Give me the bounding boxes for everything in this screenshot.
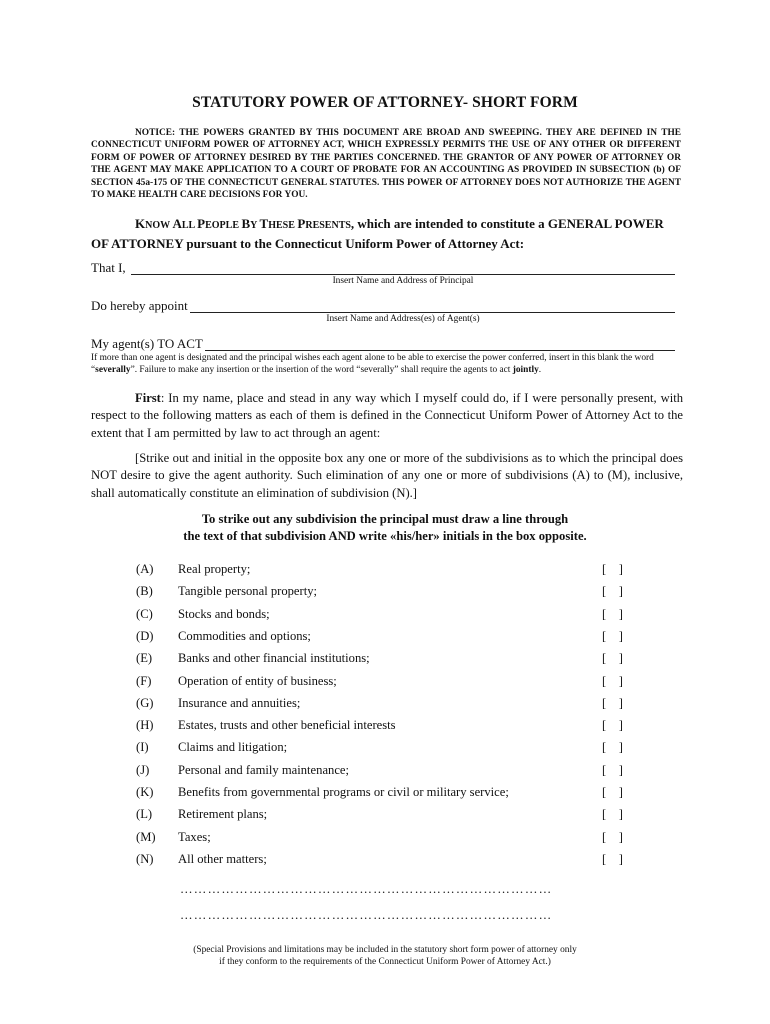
subdivision-text: Stocks and bonds; bbox=[178, 606, 270, 621]
subdivision-row bbox=[0, 852, 770, 870]
subdivision-text: Insurance and annuities; bbox=[178, 695, 301, 710]
subdivision-row bbox=[0, 718, 770, 736]
subdivision-letter: (H) bbox=[136, 718, 154, 733]
strike-instruction-text: [Strike out and initial in the opposite box any one or more of the subdivisions as to which the principal does NOT desire to give the agent authority. Such elimination of any one or more of subdivisions (A) to (M), inclusive, shall automatically constitute an elimination of subdivision (N).] bbox=[91, 451, 683, 500]
first-paragraph bbox=[91, 390, 683, 442]
strike-heading bbox=[0, 511, 770, 546]
subdivision-text: Banks and other financial institutions; bbox=[178, 651, 370, 666]
subdivision-row bbox=[0, 562, 770, 580]
special-provisions-line2: if they conform to the requirements of the Connecticut Uniform Power of Attorney Act.) bbox=[219, 957, 551, 968]
initials-box[interactable]: [ ] bbox=[602, 807, 623, 822]
subdivision-text: Tangible personal property; bbox=[178, 584, 318, 599]
principal-caption: Insert Name and Address of Principal bbox=[332, 276, 474, 286]
notice-text: NOTICE: THE POWERS GRANTED BY THIS DOCUMENT ARE BROAD AND SWEEPING. THEY ARE DEFINED IN THE CONNECTICUT UNIFORM POWER OF ATTORNEY ACT, WHICH EXPRESSLY PERMITS THE USE OF ANY OTHER OR DIFFERENT FORM OF POWER OF ATTORNEY DESIRED BY THE PARTIES CONCERNED. THE GRANTOR OF ANY POWER OF ATTORNEY OR THE AGENT MAY MAKE APPLICATION TO A COURT OF PROBATE FOR AN ACCOUNTING AS PROVIDED IN SUBSECTION (b) OF SECTION 45a-175 OF THE CONNECTICUT GENERAL STATUTES. THIS POWER OF ATTORNEY DOES NOT AUTHORIZE THE AGENT TO MAKE HEALTH CARE DECISIONS FOR YOU. bbox=[91, 128, 681, 201]
principal-blank[interactable] bbox=[131, 274, 675, 275]
initials-box[interactable]: [ ] bbox=[602, 651, 623, 666]
subdivision-letter: (M) bbox=[136, 829, 156, 844]
subdivision-row bbox=[0, 740, 770, 758]
subdivision-text: Commodities and options; bbox=[178, 628, 311, 643]
special-provisions-note bbox=[0, 944, 770, 969]
strike-instruction-paragraph bbox=[91, 450, 683, 502]
agent-blank[interactable] bbox=[190, 312, 675, 313]
appoint-label: Do hereby appoint bbox=[91, 298, 188, 313]
initials-box[interactable]: [ ] bbox=[602, 762, 623, 777]
subdivision-letter: (C) bbox=[136, 606, 153, 621]
subdivision-letter: (F) bbox=[136, 673, 152, 688]
subdivision-text: Operation of entity of business; bbox=[178, 673, 337, 688]
initials-box[interactable]: [ ] bbox=[602, 628, 623, 643]
initials-box[interactable]: [ ] bbox=[602, 606, 623, 621]
subdivision-text: All other matters; bbox=[178, 851, 267, 866]
subdivision-letter: (B) bbox=[136, 584, 153, 599]
know-t: T bbox=[259, 216, 269, 231]
multiple-agents-note bbox=[91, 352, 683, 377]
subdivision-letter: (L) bbox=[136, 807, 153, 822]
subdivision-row bbox=[0, 629, 770, 647]
agents-act-label: My agent(s) TO ACT bbox=[91, 336, 203, 351]
subdivision-letter: (I) bbox=[136, 740, 149, 755]
subdivision-text: Real property; bbox=[178, 562, 251, 576]
subdivision-row bbox=[0, 651, 770, 669]
agents-act-blank[interactable] bbox=[205, 350, 675, 351]
strike-heading-line2: the text of that subdivision AND write «his/her» initials in the box opposite. bbox=[183, 529, 587, 544]
initials-box[interactable]: [ ] bbox=[602, 829, 623, 844]
know-hese: HESE bbox=[268, 220, 298, 231]
first-label: First bbox=[135, 391, 161, 405]
subdivision-letter: (E) bbox=[136, 651, 153, 666]
agent-caption: Insert Name and Address(es) of Agent(s) bbox=[326, 314, 480, 324]
initials-box[interactable]: [ ] bbox=[602, 740, 623, 755]
subdivision-letter: (D) bbox=[136, 628, 154, 643]
know-y: Y bbox=[250, 220, 260, 231]
special-provision-line-2[interactable]: ……………………………………………………………………… bbox=[180, 908, 553, 922]
subdivision-letter: (J) bbox=[136, 762, 150, 777]
subdivision-letter: (A) bbox=[136, 562, 154, 576]
subdivision-letter: (K) bbox=[136, 785, 154, 799]
subdivision-row bbox=[0, 763, 770, 781]
know-all-paragraph bbox=[91, 215, 681, 253]
strike-heading-line1: To strike out any subdivision the principal must draw a line through bbox=[201, 512, 569, 526]
subdivision-row bbox=[0, 807, 770, 825]
note-part3: . bbox=[538, 365, 542, 376]
initials-box[interactable]: [ ] bbox=[602, 785, 623, 799]
note-jointly: jointly bbox=[512, 365, 539, 376]
subdivision-text: Personal and family maintenance; bbox=[178, 762, 350, 777]
subdivision-row bbox=[0, 696, 770, 714]
notice-paragraph bbox=[91, 127, 681, 201]
subdivision-row bbox=[0, 830, 770, 848]
subdivision-row bbox=[0, 785, 770, 803]
know-b: B bbox=[241, 216, 251, 231]
special-provisions-line1: (Special Provisions and limitations may be included in the statutory short form power of attorney only bbox=[193, 945, 577, 955]
initials-box[interactable]: [ ] bbox=[602, 718, 623, 733]
subdivision-letter: (G) bbox=[136, 695, 154, 710]
special-provision-line-1[interactable]: ……………………………………………………………………… bbox=[180, 882, 553, 896]
subdivision-letter: (N) bbox=[136, 851, 154, 866]
initials-box[interactable]: [ ] bbox=[602, 562, 623, 576]
note-part1: If more than one agent is designated and the principal wishes each agent alone to be able to exercise the power conferred, insert in this blank the word “ bbox=[91, 353, 654, 376]
know-resents: RESENTS bbox=[305, 220, 351, 231]
subdivision-text: Taxes; bbox=[178, 829, 211, 844]
principal-label: That I, bbox=[91, 260, 126, 275]
know-k: K bbox=[135, 216, 146, 231]
page-title: STATUTORY POWER OF ATTORNEY- SHORT FORM bbox=[192, 94, 578, 111]
initials-box[interactable]: [ ] bbox=[602, 584, 623, 599]
note-part2: ”. Failure to make any insertion or the insertion of the word “severally” shall require the agents to act bbox=[130, 365, 513, 376]
know-eople: EOPLE bbox=[205, 220, 242, 231]
subdivision-text: Estates, trusts and other beneficial interests bbox=[178, 718, 396, 733]
know-ll: LL bbox=[181, 220, 198, 231]
know-now: NOW bbox=[145, 220, 173, 231]
subdivision-row bbox=[0, 584, 770, 602]
first-text: : In my name, place and stead in any way which I myself could do, if I were personally present, with respect to the following matters as each of them is defined in the Connecticut Uniform Power of Attorney Act to the extent that I am permitted by law to act through an agent: bbox=[91, 391, 683, 440]
subdivision-row bbox=[0, 674, 770, 692]
know-p2: P bbox=[297, 216, 306, 231]
know-a: A bbox=[172, 216, 182, 231]
initials-box[interactable]: [ ] bbox=[602, 851, 623, 866]
subdivision-text: Benefits from governmental programs or civil or military service; bbox=[178, 785, 509, 799]
know-rest: , which are intended to constitute a GENERAL POWER OF ATTORNEY pursuant to the Connecticut Uniform Power of Attorney Act: bbox=[91, 216, 664, 251]
know-p: P bbox=[197, 216, 206, 231]
subdivision-text: Retirement plans; bbox=[178, 807, 268, 822]
initials-box[interactable]: [ ] bbox=[602, 695, 623, 710]
note-severally: severally bbox=[95, 365, 131, 376]
initials-box[interactable]: [ ] bbox=[602, 673, 623, 688]
subdivision-text: Claims and litigation; bbox=[178, 740, 288, 755]
subdivision-row bbox=[0, 607, 770, 625]
